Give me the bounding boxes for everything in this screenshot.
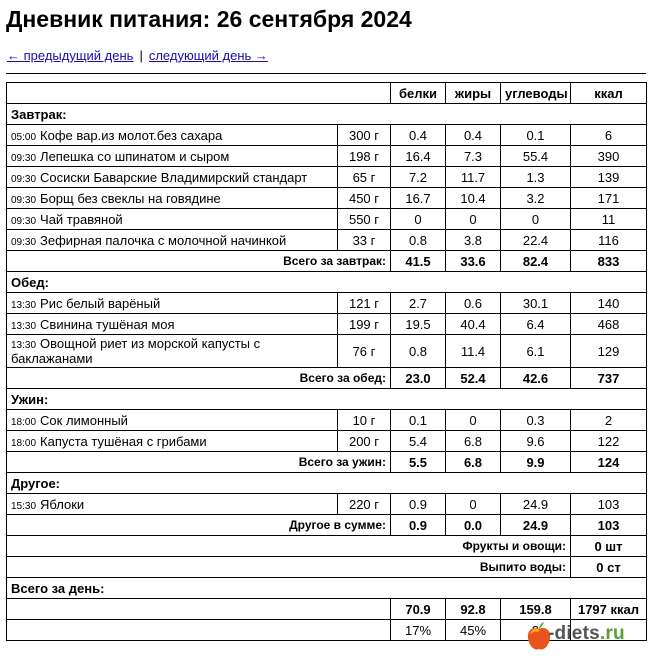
carbs-cell: 9.6 [501, 431, 571, 452]
diets-logo[interactable] [526, 618, 650, 654]
next-day-link[interactable]: следующий день → [148, 48, 268, 63]
amount-cell: 10 г [338, 410, 391, 431]
subtotal-carbs: 82.4 [501, 251, 571, 272]
food-cell [7, 431, 338, 452]
food-name[interactable]: Рис белый варёный [40, 295, 161, 311]
protein-cell: 16.4 [391, 146, 446, 167]
table-row [7, 431, 647, 452]
protein-cell: 0.9 [391, 494, 446, 515]
food-name[interactable]: Чай травяной [40, 211, 123, 227]
subtotal-kcal: 737 [571, 368, 647, 389]
section-label-lunch: Обед: [7, 272, 647, 293]
food-cell [7, 494, 338, 515]
table-row [7, 314, 647, 335]
kcal-cell: 122 [571, 431, 647, 452]
table-row [7, 209, 647, 230]
fat-cell: 0.4 [446, 125, 501, 146]
food-name[interactable]: Сок лимонный [40, 412, 128, 428]
fat-cell: 11.4 [446, 335, 501, 368]
food-cell [7, 167, 338, 188]
protein-cell: 16.7 [391, 188, 446, 209]
food-diary-table [6, 82, 647, 641]
logo-text: -diets.ru [548, 623, 625, 644]
fat-cell: 3.8 [446, 230, 501, 251]
meal-time: 09:30 [11, 236, 37, 248]
carbs-cell: 3.2 [501, 188, 571, 209]
water-row [7, 557, 647, 578]
fat-cell: 40.4 [446, 314, 501, 335]
kcal-cell: 468 [571, 314, 647, 335]
subtotal-carbs: 42.6 [501, 368, 571, 389]
fat-cell: 0.6 [446, 293, 501, 314]
subtotal-fat: 6.8 [446, 452, 501, 473]
day-total-protein: 70.9 [391, 599, 446, 620]
protein-cell: 7.2 [391, 167, 446, 188]
subtotal-row-lunch [7, 368, 647, 389]
meal-time: 13:30 [11, 299, 37, 311]
subtotal-fat: 0.0 [446, 515, 501, 536]
food-name[interactable]: Яблоки [40, 496, 85, 512]
water-value: 0 ст [571, 557, 647, 578]
table-row [7, 293, 647, 314]
section-row-day-total [7, 578, 647, 599]
header-protein: белки [391, 83, 446, 104]
food-name[interactable]: Овощной риет из морской капусты с баклажанами [11, 336, 261, 366]
fat-cell: 10.4 [446, 188, 501, 209]
carbs-cell: 6.4 [501, 314, 571, 335]
fat-cell: 11.7 [446, 167, 501, 188]
day-total-fat: 92.8 [446, 599, 501, 620]
subtotal-label: Всего за ужин: [7, 452, 391, 473]
carbs-cell: 0.3 [501, 410, 571, 431]
food-cell [7, 410, 338, 431]
subtotal-label: Другое в сумме: [7, 515, 391, 536]
food-name[interactable]: Свинина тушёная моя [40, 316, 175, 332]
food-name[interactable]: Зефирная палочка с молочной начинкой [40, 232, 287, 248]
section-label-dinner: Ужин: [7, 389, 647, 410]
day-total-label: Всего за день: [7, 578, 647, 599]
subtotal-carbs: 9.9 [501, 452, 571, 473]
amount-cell: 300 г [338, 125, 391, 146]
amount-cell: 121 г [338, 293, 391, 314]
divider [6, 73, 646, 74]
protein-cell: 19.5 [391, 314, 446, 335]
subtotal-fat: 52.4 [446, 368, 501, 389]
amount-cell: 33 г [338, 230, 391, 251]
table-row [7, 494, 647, 515]
amount-cell: 76 г [338, 335, 391, 368]
table-row [7, 167, 647, 188]
food-cell [7, 230, 338, 251]
nav-separator: | [139, 48, 143, 63]
carbs-cell: 0.1 [501, 125, 571, 146]
table-row [7, 230, 647, 251]
day-navigation [7, 48, 268, 63]
subtotal-protein: 0.9 [391, 515, 446, 536]
meal-time: 05:00 [11, 131, 37, 143]
food-cell [7, 146, 338, 167]
subtotal-carbs: 24.9 [501, 515, 571, 536]
table-row [7, 188, 647, 209]
food-name[interactable]: Кофе вар.из молот.без сахара [40, 127, 223, 143]
food-cell [7, 209, 338, 230]
meal-time: 09:30 [11, 173, 37, 185]
carbs-cell: 22.4 [501, 230, 571, 251]
amount-cell: 450 г [338, 188, 391, 209]
carbs-cell: 24.9 [501, 494, 571, 515]
protein-cell: 0 [391, 209, 446, 230]
header-row [7, 83, 647, 104]
subtotal-row-other [7, 515, 647, 536]
food-name[interactable]: Капуста тушёная с грибами [40, 433, 207, 449]
protein-cell: 2.7 [391, 293, 446, 314]
day-total-kcal: 1797 ккал [571, 599, 647, 620]
carbs-cell: 55.4 [501, 146, 571, 167]
kcal-cell: 139 [571, 167, 647, 188]
food-cell [7, 188, 338, 209]
subtotal-kcal: 103 [571, 515, 647, 536]
kcal-cell: 2 [571, 410, 647, 431]
meal-time: 09:30 [11, 215, 37, 227]
day-total-carbs: 159.8 [501, 599, 571, 620]
food-cell [7, 314, 338, 335]
subtotal-fat: 33.6 [446, 251, 501, 272]
kcal-cell: 6 [571, 125, 647, 146]
section-label-breakfast: Завтрак: [7, 104, 647, 125]
fat-cell: 6.8 [446, 431, 501, 452]
kcal-cell: 11 [571, 209, 647, 230]
kcal-cell: 390 [571, 146, 647, 167]
subtotal-row-breakfast [7, 251, 647, 272]
page-title: Дневник питания: 26 сентября 2024 [6, 6, 412, 32]
section-label-other: Другое: [7, 473, 647, 494]
subtotal-label: Всего за обед: [7, 368, 391, 389]
water-label: Выпито воды: [7, 557, 571, 578]
previous-day-link[interactable]: ← предыдущий день [7, 48, 134, 63]
header-kcal: ккал [571, 83, 647, 104]
day-fat-percent: 45% [446, 620, 501, 641]
section-row-other [7, 473, 647, 494]
kcal-cell: 140 [571, 293, 647, 314]
amount-cell: 220 г [338, 494, 391, 515]
day-protein-percent: 17% [391, 620, 446, 641]
amount-cell: 550 г [338, 209, 391, 230]
protein-cell: 0.8 [391, 335, 446, 368]
carbs-cell: 0 [501, 209, 571, 230]
carbs-cell: 30.1 [501, 293, 571, 314]
day-total-row [7, 599, 647, 620]
table-row [7, 146, 647, 167]
subtotal-label: Всего за завтрак: [7, 251, 391, 272]
table-row [7, 335, 647, 368]
protein-cell: 0.8 [391, 230, 446, 251]
meal-time: 09:30 [11, 152, 37, 164]
carbs-cell: 6.1 [501, 335, 571, 368]
fat-cell: 0 [446, 209, 501, 230]
food-cell [7, 125, 338, 146]
section-row-lunch [7, 272, 647, 293]
meal-time: 09:30 [11, 194, 37, 206]
fat-cell: 0 [446, 410, 501, 431]
protein-cell: 0.4 [391, 125, 446, 146]
table-row [7, 125, 647, 146]
subtotal-kcal: 833 [571, 251, 647, 272]
amount-cell: 200 г [338, 431, 391, 452]
fruits-value: 0 шт [571, 536, 647, 557]
meal-time: 18:00 [11, 416, 37, 428]
subtotal-kcal: 124 [571, 452, 647, 473]
food-name[interactable]: Лепешка со шпинатом и сыром [40, 148, 230, 164]
fruits-row [7, 536, 647, 557]
fat-cell: 7.3 [446, 146, 501, 167]
kcal-cell: 116 [571, 230, 647, 251]
carbs-cell: 1.3 [501, 167, 571, 188]
subtotal-protein: 5.5 [391, 452, 446, 473]
amount-cell: 199 г [338, 314, 391, 335]
subtotal-protein: 41.5 [391, 251, 446, 272]
food-cell [7, 335, 338, 368]
meal-time: 15:30 [11, 500, 37, 512]
meal-time: 18:00 [11, 437, 37, 449]
kcal-cell: 171 [571, 188, 647, 209]
food-name[interactable]: Сосиски Баварские Владимирский стандарт [40, 169, 308, 185]
food-name[interactable]: Борщ без свеклы на говядине [40, 190, 221, 206]
meal-time: 13:30 [11, 320, 37, 332]
kcal-cell: 129 [571, 335, 647, 368]
subtotal-protein: 23.0 [391, 368, 446, 389]
amount-cell: 198 г [338, 146, 391, 167]
table-row [7, 410, 647, 431]
food-cell [7, 293, 338, 314]
meal-time: 13:30 [11, 340, 37, 351]
section-row-breakfast [7, 104, 647, 125]
header-fat: жиры [446, 83, 501, 104]
protein-cell: 5.4 [391, 431, 446, 452]
kcal-cell: 103 [571, 494, 647, 515]
subtotal-row-dinner [7, 452, 647, 473]
fruits-label: Фрукты и овощи: [7, 536, 571, 557]
fat-cell: 0 [446, 494, 501, 515]
protein-cell: 0.1 [391, 410, 446, 431]
header-carbs: углеводы [501, 83, 571, 104]
section-row-dinner [7, 389, 647, 410]
amount-cell: 65 г [338, 167, 391, 188]
